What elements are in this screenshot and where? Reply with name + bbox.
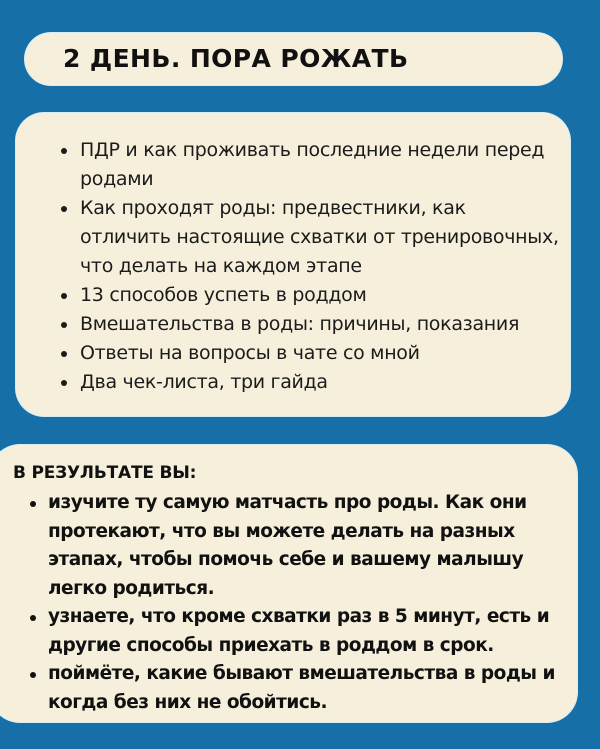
list-item: 13 способов успеть в роддом <box>61 281 561 310</box>
list-item: узнаете, что кроме схватки раз в 5 минут, есть и другие способы приехать в роддом в срок. <box>28 603 558 660</box>
list-item: Как проходят роды: предвестники, как отличить настоящие схватки от тренировочных, что делать на каждом этапе <box>61 194 561 281</box>
list-item: ПДР и как проживать последние недели перед родами <box>61 136 561 194</box>
results-card <box>0 445 577 722</box>
page-title: 2 ДЕНЬ. ПОРА РОЖАТЬ <box>63 44 409 73</box>
list-item: поймёте, какие бывают вмешательства в роды и когда без них не обойтись. <box>28 660 558 717</box>
list-item: Два чек-листа, три гайда <box>61 368 561 397</box>
results-heading: В РЕЗУЛЬТАТЕ ВЫ: <box>13 463 197 483</box>
results-list <box>28 489 558 717</box>
list-item: Вмешательства в роды: причины, показания <box>61 310 561 339</box>
topics-card <box>16 113 570 416</box>
list-item: изучите ту самую матчасть про роды. Как они протекают, что вы можете делать на разных этапах, чтобы помочь себе и вашему малышу легко родиться. <box>28 489 558 603</box>
day-title-banner <box>25 33 562 85</box>
topics-list <box>61 136 561 397</box>
list-item: Ответы на вопросы в чате со мной <box>61 339 561 368</box>
